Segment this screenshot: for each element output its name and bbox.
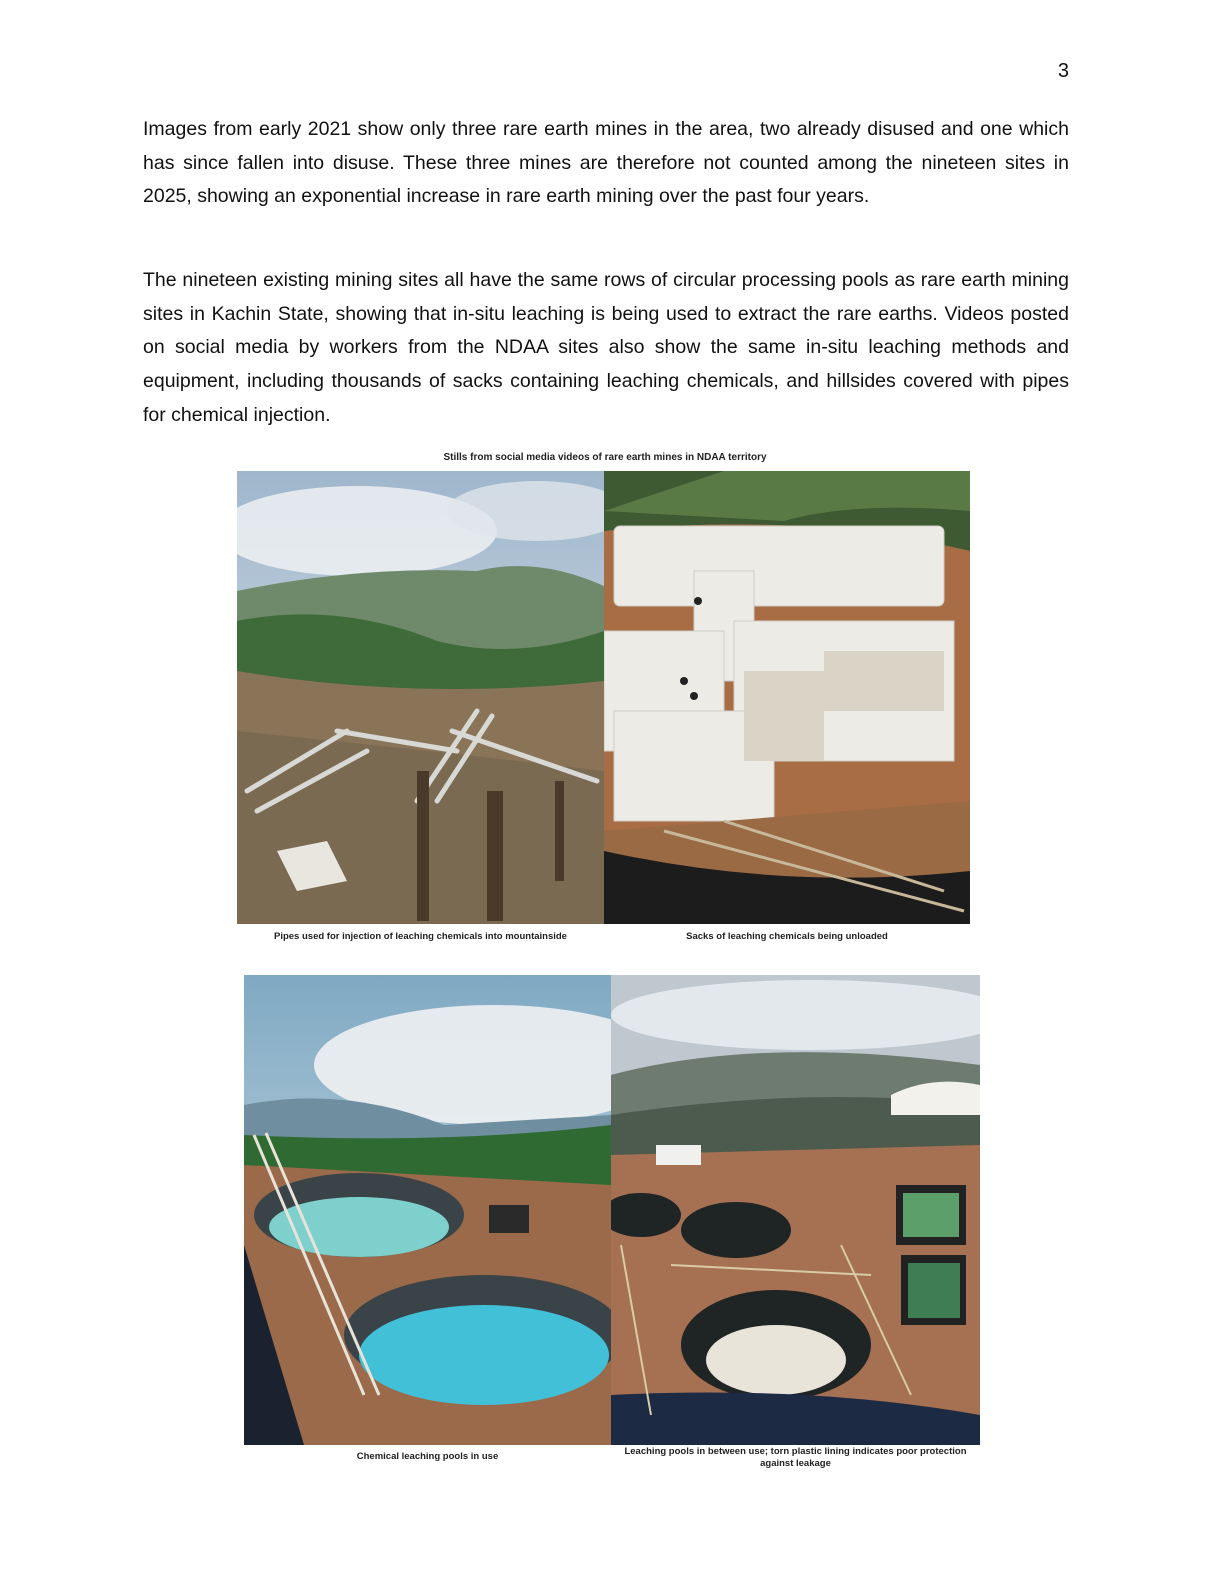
- figure-title: Stills from social media videos of rare earth mines in NDAA territory: [443, 452, 767, 463]
- caption-pools-between-use: Leaching pools in between use; torn plastic lining indicates poor protection against leakage: [624, 1446, 967, 1469]
- body-paragraph-1: Images from early 2021 show only three rare earth mines in the area, two already disused and one which has since fallen into disuse. These three mines are therefore not counted among the nineteen sites in 2025, showing an exponential increase in rare earth mining over the past four years.: [143, 118, 1069, 208]
- caption-sacks: Sacks of leaching chemicals being unloaded: [686, 931, 888, 942]
- photo-pipes-on-mountainside: [237, 471, 604, 924]
- body-paragraph-2: The nineteen existing mining sites all have the same rows of circular processing pools as rare earth mining sites in Kachin State, showing that in-situ leaching is being used to extract the rare earths. Videos posted on social media by workers from the NDAA sites also show the same in-situ leaching methods and equipment, including thousands of sacks containing leaching chemicals, and hillsides covered with pipes for chemical injection.: [143, 269, 1069, 426]
- caption-pipes: Pipes used for injection of leaching chemicals into mountainside: [274, 931, 567, 942]
- photo-sacks-unloaded: [604, 471, 970, 924]
- photo-leaching-pools-between-use: [611, 975, 980, 1445]
- caption-pools-in-use: Chemical leaching pools in use: [356, 1451, 499, 1462]
- page-number: 3: [1057, 60, 1069, 82]
- photo-leaching-pools-in-use: [244, 975, 611, 1445]
